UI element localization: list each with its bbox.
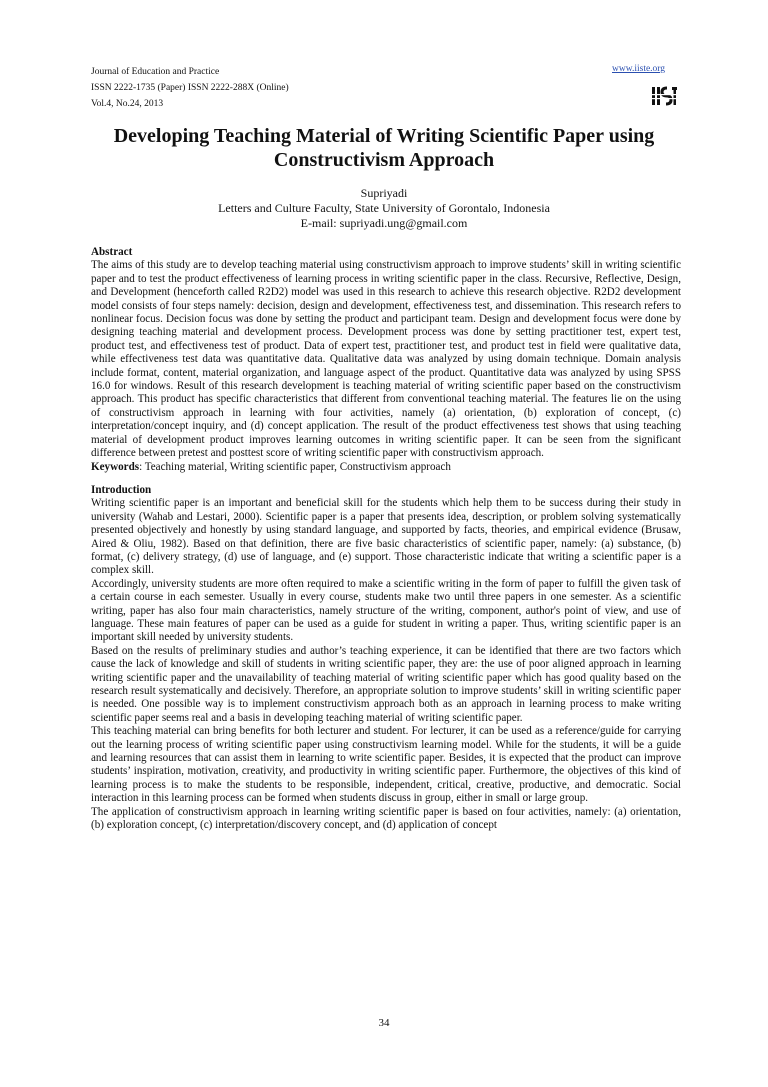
author-name: Supriyadi xyxy=(360,186,408,200)
journal-name: Journal of Education and Practice xyxy=(91,67,220,77)
author-block xyxy=(91,186,677,231)
keywords-text: : Teaching material, Writing scientific paper, Constructivism approach xyxy=(139,460,451,473)
intro-paragraph: Accordingly, university students are more often required to make a scientific writing in the form of paper to fulfill the given task of a certain course in each semester. Usually in every course, students make two until three papers in one semester. As a scientific writing, paper has also four main characteristics, namely structure of the writing, component, author's point of view, and use of language. These main features of paper can be used as a guide for student in writing a paper. Thus, writing scientific paper is an important skill needed by university students. xyxy=(91,577,681,644)
intro-paragraph: Writing scientific paper is an important and beneficial skill for the students which help them to be success during their study in university (Wahab and Lestari, 2000). Scientific paper is a paper that presents idea, description, or problem solving systematically presented objectively and honestly by using standard language, and supported by facts, theories, and empirical evidence (Brusaw, Aired & Oliu, 1982). Based on that definition, there are five basic characteristics of scientific paper, namely: (a) substance, (b) format, (c) delivery strategy, (d) use of language, and (e) support. Those characteristic indicate that writing a scientific paper is a complex skill. xyxy=(91,497,681,577)
keywords-label: Keywords xyxy=(91,460,140,473)
paper-body xyxy=(91,246,681,832)
page-number: 34 xyxy=(378,1017,390,1029)
intro-paragraph: Based on the results of preliminary studies and author’s teaching experience, it can be identified that there are two factors which cause the lack of knowledge and skill of students in writing scientific paper, they are: the use of poor aligned approach in learning writing scientific paper and the unavailability of teaching material of writing scientific paper which has good quality based on the research result systematically and decisively. Therefore, an appropriate solution to improve students’ skill in writing scientific paper is needed. One possible way is to implement constructivism approach both as an approach in learning process to make writing scientific paper seems real and a basis in developing teaching material of writing scientific paper. xyxy=(91,644,681,724)
volume-line: Vol.4, No.24, 2013 xyxy=(91,99,164,109)
journal-website-link[interactable]: www.iiste.org xyxy=(612,64,666,74)
intro-paragraph: The application of constructivism approach in learning writing scientific paper is based on four activities, namely: (a) orientation, (b) exploration concept, (c) interpretation/discovery concept, and (d) application of concept xyxy=(91,805,681,832)
paper-title: Developing Teaching Material of Writing Scientific Paper using Constructivism Approach xyxy=(113,125,655,171)
keywords-line xyxy=(91,461,681,474)
author-affiliation: Letters and Culture Faculty, State University of Gorontalo, Indonesia xyxy=(218,201,550,215)
intro-paragraph: This teaching material can bring benefits for both lecturer and student. For lecturer, it can be used as a reference/guide for carrying out the learning process of writing scientific paper using constructivism learning model. While for the students, it will be a guide and learning resources that can assist them in learning to write scientific paper. Besides, it is expected that the product can improve students’ inspiration, motivation, creativity, and productivity in writing scientific paper. Furthermore, the objectives of this kind of learning process is to make the students to be responsible, independent, critical, creative, productive, and democratic. Social interaction in this learning process can be formed when students discuss in group, either in small or large group. xyxy=(91,725,681,805)
issn-line: ISSN 2222-1735 (Paper) ISSN 2222-288X (Online) xyxy=(91,83,289,93)
abstract-text: The aims of this study are to develop teaching material using constructivism approach to improve students’ skill in writing scientific paper and to test the product effectiveness of learning process in writing scientific paper in the class. Recursive, Reflective, Design, and Development (henceforth called R2D2) model was used in this research to achieve this research objective. R2D2 development model consists of four steps namely: decision, design and development, effectiveness test, and dissemination. This research refers to nonlinear focus. Decision focus was done by setting the product and participant team. Design and development focus were done by designing teaching material and development process. Development process was done by setting practitioner test, expert test, product test, and effectiveness test of product. Data of expert test, practitioner test, and product test in field were qualitative data, while effectiveness test data was quantitative data. Qualitative data was analyzed by using domain technique. Domain analysis include format, content, material organization, and language aspect of the product. Quantitative data was analyzed by using SPSS 16.0 for windows. Result of this research development is teaching material of writing scientific paper based on the constructivism approach. This product has specific characteristics that different from conventional teaching material. The features lie on the using of constructivism approach in learning with four activities, namely (a) orientation, (b) exploration of concept, (c) interpretation/concept inquiry, and (d) concept application. The result of the product effectiveness test shows that using teaching material of development product improves learning outcomes in writing scientific paper. It can be seen from the significant difference between pretest and posttest score of writing scientific paper with constructivism approach. xyxy=(91,259,681,460)
introduction-heading: Introduction xyxy=(91,483,152,496)
running-header xyxy=(91,64,289,112)
abstract-heading: Abstract xyxy=(91,246,133,258)
iiste-logo-icon xyxy=(650,84,678,108)
author-email: E-mail: supriyadi.ung@gmail.com xyxy=(300,216,468,230)
